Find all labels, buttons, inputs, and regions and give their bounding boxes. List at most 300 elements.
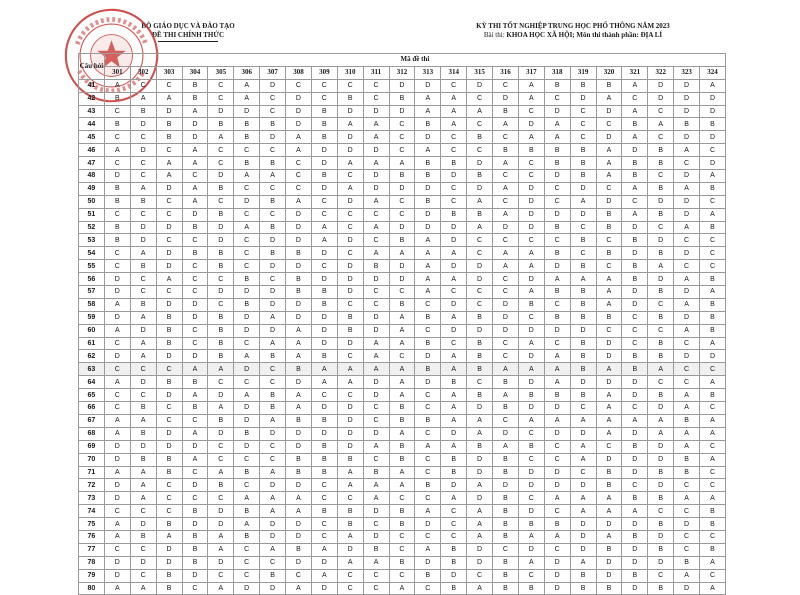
answer-cell: C bbox=[493, 286, 519, 299]
answer-cell: B bbox=[208, 260, 234, 273]
answer-cell: D bbox=[493, 427, 519, 440]
answer-cell: A bbox=[467, 105, 493, 118]
answer-cell: D bbox=[286, 518, 312, 531]
answer-cell: C bbox=[544, 337, 570, 350]
answer-cell: A bbox=[544, 350, 570, 363]
question-number: 44 bbox=[79, 118, 105, 131]
table-row bbox=[79, 118, 726, 131]
answer-cell: C bbox=[415, 530, 441, 543]
answer-cell: B bbox=[622, 492, 648, 505]
answer-cell: A bbox=[700, 376, 726, 389]
answer-cell: B bbox=[467, 337, 493, 350]
answer-cell: D bbox=[208, 286, 234, 299]
answer-cell: B bbox=[648, 518, 674, 531]
answer-cell: C bbox=[104, 337, 130, 350]
answer-cell: C bbox=[389, 492, 415, 505]
answer-cell: A bbox=[234, 79, 260, 92]
answer-cell: A bbox=[260, 311, 286, 324]
answer-cell: B bbox=[648, 157, 674, 170]
answer-cell: A bbox=[208, 582, 234, 595]
question-number: 66 bbox=[79, 402, 105, 415]
answer-cell: C bbox=[622, 324, 648, 337]
answer-cell: B bbox=[622, 234, 648, 247]
answer-cell: A bbox=[208, 363, 234, 376]
table-row bbox=[79, 427, 726, 440]
answer-cell: C bbox=[104, 131, 130, 144]
answer-cell: C bbox=[389, 569, 415, 582]
answer-cell: C bbox=[260, 208, 286, 221]
answer-cell: B bbox=[570, 582, 596, 595]
answer-cell: C bbox=[182, 414, 208, 427]
answer-cell: B bbox=[260, 389, 286, 402]
question-number: 69 bbox=[79, 440, 105, 453]
answer-cell: A bbox=[104, 298, 130, 311]
table-row bbox=[79, 92, 726, 105]
answer-cell: C bbox=[363, 518, 389, 531]
answer-cell: D bbox=[415, 182, 441, 195]
answer-cell: B bbox=[156, 376, 182, 389]
answer-cell: C bbox=[544, 505, 570, 518]
answer-cell: A bbox=[234, 492, 260, 505]
answer-cell: D bbox=[363, 311, 389, 324]
answer-cell: D bbox=[234, 286, 260, 299]
table-row bbox=[79, 505, 726, 518]
answer-cell: B bbox=[622, 363, 648, 376]
question-header: Câu hỏi bbox=[79, 54, 105, 80]
answer-cell: D bbox=[286, 311, 312, 324]
answer-cell: D bbox=[441, 221, 467, 234]
exam-code-311: 311 bbox=[363, 66, 389, 79]
answer-cell: A bbox=[104, 376, 130, 389]
answer-cell: D bbox=[570, 182, 596, 195]
answer-cell: D bbox=[518, 466, 544, 479]
answer-cell: C bbox=[337, 569, 363, 582]
answer-cell: D bbox=[337, 337, 363, 350]
answer-cell: D bbox=[674, 79, 700, 92]
exam-code-307: 307 bbox=[260, 66, 286, 79]
answer-cell: B bbox=[286, 363, 312, 376]
answer-cell: B bbox=[208, 350, 234, 363]
answer-cell: A bbox=[130, 479, 156, 492]
answer-cell: D bbox=[286, 92, 312, 105]
table-row bbox=[79, 569, 726, 582]
answer-cell: C bbox=[104, 260, 130, 273]
answer-cell: A bbox=[544, 273, 570, 286]
answer-cell: C bbox=[622, 479, 648, 492]
answer-cell: C bbox=[234, 247, 260, 260]
answer-cell: B bbox=[182, 556, 208, 569]
answer-cell: D bbox=[493, 221, 519, 234]
answer-cell: C bbox=[130, 389, 156, 402]
answer-cell: A bbox=[700, 582, 726, 595]
answer-cell: A bbox=[182, 427, 208, 440]
answer-cell: A bbox=[130, 182, 156, 195]
answer-cell: A bbox=[311, 543, 337, 556]
answer-cell: B bbox=[208, 182, 234, 195]
answer-cell: B bbox=[156, 324, 182, 337]
answer-cell: D bbox=[363, 170, 389, 183]
answer-cell: B bbox=[700, 182, 726, 195]
answer-cell: C bbox=[622, 311, 648, 324]
answer-cell: A bbox=[648, 427, 674, 440]
answer-cell: D bbox=[518, 324, 544, 337]
answer-cell: A bbox=[389, 389, 415, 402]
answer-cell: D bbox=[622, 582, 648, 595]
answer-cell: A bbox=[518, 79, 544, 92]
answer-cell: C bbox=[700, 466, 726, 479]
answer-cell: D bbox=[596, 131, 622, 144]
answer-cell: A bbox=[570, 505, 596, 518]
answer-cell: C bbox=[337, 170, 363, 183]
answer-cell: C bbox=[622, 195, 648, 208]
answer-cell: A bbox=[467, 530, 493, 543]
answer-cell: C bbox=[156, 195, 182, 208]
answer-cell: B bbox=[570, 286, 596, 299]
answer-cell: B bbox=[260, 118, 286, 131]
answer-cell: A bbox=[104, 466, 130, 479]
question-number: 53 bbox=[79, 234, 105, 247]
question-number: 63 bbox=[79, 363, 105, 376]
answer-cell: C bbox=[182, 582, 208, 595]
answer-cell: D bbox=[286, 376, 312, 389]
answer-cell: C bbox=[234, 569, 260, 582]
answer-cell: C bbox=[234, 260, 260, 273]
answer-cell: D bbox=[493, 298, 519, 311]
answer-cell: B bbox=[286, 273, 312, 286]
exam-code-304: 304 bbox=[182, 66, 208, 79]
answer-cell: A bbox=[260, 492, 286, 505]
answer-cell: D bbox=[700, 131, 726, 144]
exam-code-317: 317 bbox=[518, 66, 544, 79]
answer-cell: A bbox=[363, 479, 389, 492]
answer-cell: A bbox=[648, 260, 674, 273]
answer-cell: B bbox=[182, 543, 208, 556]
answer-cell: D bbox=[467, 79, 493, 92]
answer-cell: A bbox=[467, 505, 493, 518]
answer-cell: A bbox=[182, 195, 208, 208]
answer-cell: D bbox=[544, 556, 570, 569]
answer-cell: A bbox=[596, 505, 622, 518]
answer-cell: C bbox=[648, 298, 674, 311]
answer-cell: D bbox=[260, 324, 286, 337]
answer-cell: B bbox=[104, 234, 130, 247]
question-number: 58 bbox=[79, 298, 105, 311]
answer-cell: C bbox=[337, 247, 363, 260]
answer-cell: D bbox=[415, 556, 441, 569]
answer-cell: C bbox=[648, 324, 674, 337]
question-number: 68 bbox=[79, 427, 105, 440]
answer-cell: C bbox=[570, 466, 596, 479]
answer-cell: C bbox=[544, 298, 570, 311]
answer-cell: A bbox=[156, 273, 182, 286]
answer-cell: D bbox=[234, 582, 260, 595]
ministry-name: BỘ GIÁO DỤC VÀ ĐÀO TẠO bbox=[141, 22, 235, 30]
table-row bbox=[79, 530, 726, 543]
answer-cell: D bbox=[234, 402, 260, 415]
answer-cell: B bbox=[648, 247, 674, 260]
table-row bbox=[79, 182, 726, 195]
answer-cell: A bbox=[415, 105, 441, 118]
answer-cell: D bbox=[674, 582, 700, 595]
answer-cell: B bbox=[182, 376, 208, 389]
answer-cell: C bbox=[234, 144, 260, 157]
question-number: 75 bbox=[79, 518, 105, 531]
exam-code-322: 322 bbox=[648, 66, 674, 79]
answer-cell: B bbox=[544, 286, 570, 299]
answer-cell: A bbox=[363, 157, 389, 170]
answer-cell: B bbox=[286, 466, 312, 479]
answer-cell: C bbox=[415, 298, 441, 311]
answer-cell: C bbox=[570, 247, 596, 260]
answer-cell: C bbox=[130, 208, 156, 221]
answer-cell: A bbox=[674, 440, 700, 453]
answer-cell: D bbox=[518, 543, 544, 556]
answer-cell: A bbox=[234, 92, 260, 105]
answer-cell: A bbox=[415, 234, 441, 247]
answer-cell: B bbox=[570, 389, 596, 402]
exam-code-315: 315 bbox=[467, 66, 493, 79]
answer-cell: A bbox=[104, 518, 130, 531]
answer-cell: A bbox=[596, 144, 622, 157]
answer-cell: C bbox=[441, 131, 467, 144]
answer-cell: C bbox=[260, 273, 286, 286]
table-row bbox=[79, 518, 726, 531]
answer-cell: B bbox=[337, 324, 363, 337]
answer-cell: C bbox=[467, 569, 493, 582]
answer-cell: D bbox=[674, 311, 700, 324]
answer-cell: A bbox=[622, 79, 648, 92]
answer-cell: A bbox=[700, 79, 726, 92]
answer-cell: A bbox=[286, 131, 312, 144]
answer-cell: C bbox=[311, 195, 337, 208]
answer-cell: B bbox=[622, 118, 648, 131]
answer-cell: B bbox=[260, 569, 286, 582]
answer-cell: A bbox=[363, 118, 389, 131]
answer-cell: D bbox=[389, 79, 415, 92]
answer-cell: C bbox=[208, 569, 234, 582]
table-row bbox=[79, 298, 726, 311]
answer-cell: A bbox=[622, 208, 648, 221]
table-row bbox=[79, 337, 726, 350]
answer-cell: A bbox=[596, 157, 622, 170]
answer-cell: B bbox=[415, 363, 441, 376]
answer-cell: B bbox=[156, 518, 182, 531]
answer-cell: D bbox=[182, 479, 208, 492]
answer-cell: D bbox=[260, 79, 286, 92]
question-number: 67 bbox=[79, 414, 105, 427]
answer-cell: B bbox=[441, 208, 467, 221]
answer-cell: C bbox=[596, 118, 622, 131]
answer-cell: D bbox=[415, 376, 441, 389]
answer-cell: D bbox=[674, 518, 700, 531]
answer-cell: A bbox=[260, 337, 286, 350]
table-row bbox=[79, 389, 726, 402]
question-number: 60 bbox=[79, 324, 105, 337]
answer-cell: A bbox=[130, 414, 156, 427]
answer-cell: D bbox=[622, 376, 648, 389]
answer-cell: B bbox=[596, 582, 622, 595]
answer-cell: D bbox=[234, 311, 260, 324]
answer-cell: B bbox=[286, 286, 312, 299]
table-row bbox=[79, 260, 726, 273]
answer-cell: B bbox=[234, 118, 260, 131]
answer-cell: D bbox=[104, 453, 130, 466]
exam-code-320: 320 bbox=[596, 66, 622, 79]
question-number: 50 bbox=[79, 195, 105, 208]
answer-cell: D bbox=[674, 350, 700, 363]
answer-cell: B bbox=[389, 92, 415, 105]
answer-cell: B bbox=[337, 311, 363, 324]
answer-cell: B bbox=[596, 221, 622, 234]
answer-cell: D bbox=[104, 350, 130, 363]
answer-cell: C bbox=[311, 260, 337, 273]
answer-cell: C bbox=[493, 79, 519, 92]
answer-cell: C bbox=[363, 92, 389, 105]
answer-cell: A bbox=[104, 79, 130, 92]
answer-cell: B bbox=[104, 182, 130, 195]
answer-cell: D bbox=[337, 543, 363, 556]
answer-cell: C bbox=[311, 79, 337, 92]
answer-cell: D bbox=[622, 543, 648, 556]
answer-key-table bbox=[78, 53, 726, 595]
answer-cell: B bbox=[156, 118, 182, 131]
answer-cell: C bbox=[130, 505, 156, 518]
answer-cell: C bbox=[493, 170, 519, 183]
answer-cell: A bbox=[337, 376, 363, 389]
answer-cell: D bbox=[518, 273, 544, 286]
answer-cell: A bbox=[570, 195, 596, 208]
answer-cell: B bbox=[493, 518, 519, 531]
answer-cell: D bbox=[648, 402, 674, 415]
answer-cell: D bbox=[596, 453, 622, 466]
answer-cell: D bbox=[467, 543, 493, 556]
answer-cell: C bbox=[467, 234, 493, 247]
answer-cell: D bbox=[389, 105, 415, 118]
answer-cell: D bbox=[493, 311, 519, 324]
answer-cell: D bbox=[260, 131, 286, 144]
answer-cell: A bbox=[544, 376, 570, 389]
answer-cell: A bbox=[441, 273, 467, 286]
answer-cell: C bbox=[389, 208, 415, 221]
answer-cell: D bbox=[337, 260, 363, 273]
answer-cell: B bbox=[389, 414, 415, 427]
answer-cell: C bbox=[337, 298, 363, 311]
answer-cell: D bbox=[234, 414, 260, 427]
table-row bbox=[79, 324, 726, 337]
answer-cell: C bbox=[208, 195, 234, 208]
answer-cell: D bbox=[208, 221, 234, 234]
answer-cell: C bbox=[518, 311, 544, 324]
answer-cell: C bbox=[674, 479, 700, 492]
answer-cell: D bbox=[441, 260, 467, 273]
answer-cell: B bbox=[441, 466, 467, 479]
answer-cell: B bbox=[182, 221, 208, 234]
answer-cell: C bbox=[544, 182, 570, 195]
answer-cell: A bbox=[648, 414, 674, 427]
answer-cell: B bbox=[570, 298, 596, 311]
answer-cell: C bbox=[234, 337, 260, 350]
answer-cell: A bbox=[104, 582, 130, 595]
question-number: 62 bbox=[79, 350, 105, 363]
answer-cell: B bbox=[311, 466, 337, 479]
answer-cell: D bbox=[130, 118, 156, 131]
answer-cell: D bbox=[130, 376, 156, 389]
answer-cell: D bbox=[208, 505, 234, 518]
answer-cell: C bbox=[544, 195, 570, 208]
answer-cell: D bbox=[234, 363, 260, 376]
answer-cell: B bbox=[363, 543, 389, 556]
answer-cell: B bbox=[337, 518, 363, 531]
answer-cell: C bbox=[596, 440, 622, 453]
answer-cell: A bbox=[286, 582, 312, 595]
answer-cell: B bbox=[570, 170, 596, 183]
answer-cell: B bbox=[234, 298, 260, 311]
answer-cell: D bbox=[311, 556, 337, 569]
answer-cell: D bbox=[363, 144, 389, 157]
answer-cell: D bbox=[544, 170, 570, 183]
answer-cell: B bbox=[311, 170, 337, 183]
answer-cell: C bbox=[130, 286, 156, 299]
question-number: 65 bbox=[79, 389, 105, 402]
answer-cell: D bbox=[518, 182, 544, 195]
answer-cell: B bbox=[260, 157, 286, 170]
answer-cell: C bbox=[260, 105, 286, 118]
answer-cell: B bbox=[648, 182, 674, 195]
answer-cell: C bbox=[493, 273, 519, 286]
answer-cell: C bbox=[182, 286, 208, 299]
answer-cell: D bbox=[389, 273, 415, 286]
answer-cell: A bbox=[493, 389, 519, 402]
answer-cell: A bbox=[389, 324, 415, 337]
answer-cell: B bbox=[260, 350, 286, 363]
answer-cell: D bbox=[311, 402, 337, 415]
table-row bbox=[79, 79, 726, 92]
answer-cell: C bbox=[156, 414, 182, 427]
answer-cell: D bbox=[130, 221, 156, 234]
answer-cell: C bbox=[286, 79, 312, 92]
answer-cell: D bbox=[182, 311, 208, 324]
answer-cell: C bbox=[208, 273, 234, 286]
answer-cell: D bbox=[596, 376, 622, 389]
answer-cell: D bbox=[467, 260, 493, 273]
answer-cell: B bbox=[311, 453, 337, 466]
answer-cell: B bbox=[389, 402, 415, 415]
answer-cell: D bbox=[518, 118, 544, 131]
answer-cell: B bbox=[182, 79, 208, 92]
answer-cell: B bbox=[286, 247, 312, 260]
answer-cell: A bbox=[441, 440, 467, 453]
question-number: 52 bbox=[79, 221, 105, 234]
answer-cell: C bbox=[544, 453, 570, 466]
answer-cell: C bbox=[544, 440, 570, 453]
answer-cell: C bbox=[596, 182, 622, 195]
answer-cell: C bbox=[234, 556, 260, 569]
answer-cell: C bbox=[493, 350, 519, 363]
answer-cell: A bbox=[441, 350, 467, 363]
answer-cell: D bbox=[570, 530, 596, 543]
answer-cell: D bbox=[182, 569, 208, 582]
answer-cell: D bbox=[286, 208, 312, 221]
answer-cell: C bbox=[648, 221, 674, 234]
answer-cell: B bbox=[208, 311, 234, 324]
question-number: 49 bbox=[79, 182, 105, 195]
answer-cell: D bbox=[674, 286, 700, 299]
answer-cell: B bbox=[544, 144, 570, 157]
table-row bbox=[79, 543, 726, 556]
table-row bbox=[79, 234, 726, 247]
answer-cell: C bbox=[130, 569, 156, 582]
answer-cell: D bbox=[363, 505, 389, 518]
